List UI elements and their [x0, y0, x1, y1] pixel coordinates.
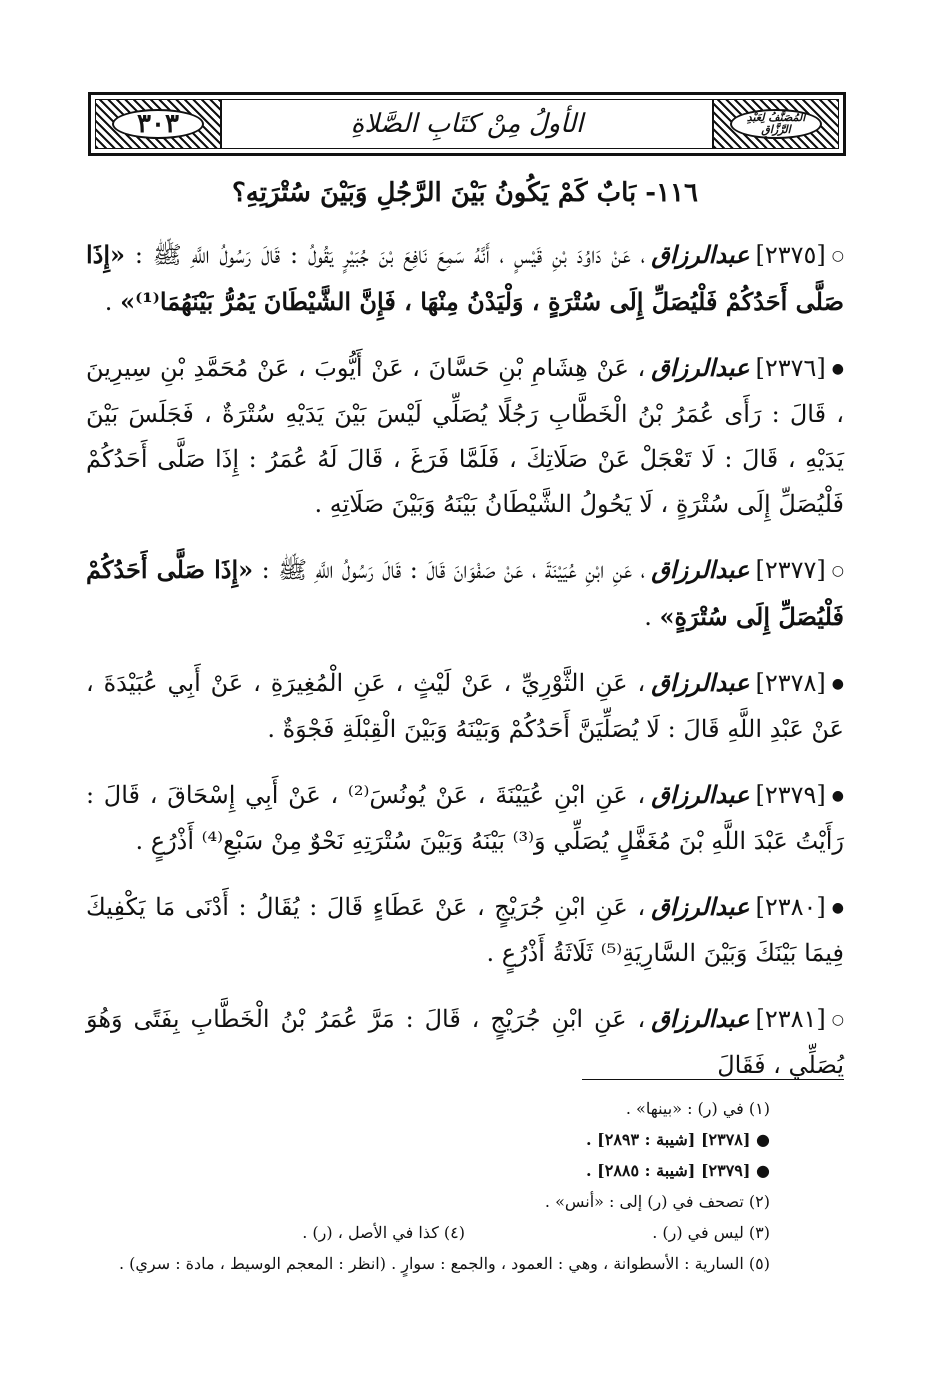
hadith-entry	[86, 660, 844, 752]
entry-isnad: ، عَنِ ابْنِ عُيَيْنَةَ ، عَنْ صَفْوَانَ قَالَ : قَالَ رَسُولُ اللَّهِ ﷺ :	[261, 556, 646, 584]
book-logo-ornament	[712, 100, 838, 148]
entry-number: [٢٣٧٨]	[755, 669, 826, 697]
footnote-4: (٤) كذا في الأصل ، (ر) .	[302, 1223, 465, 1242]
entry-mark: ●	[831, 900, 844, 916]
page-header	[88, 92, 846, 156]
footnote-1: (١) في (ر) : «بينها» .	[625, 1099, 770, 1118]
page-number: ٣٠٣	[112, 109, 204, 139]
author-name: عبدالرزاق	[651, 1004, 750, 1033]
entry-number: [٢٣٧٦]	[755, 354, 826, 382]
source-ref-2378: ● [٢٣٧٨] [شيبة : ٢٨٩٣] .	[586, 1130, 770, 1149]
entry-mark: ○	[831, 563, 845, 579]
entry-number: [٢٣٨٠]	[755, 893, 826, 921]
entry-isnad: ، عَنْ دَاوُدَ بْنِ قَيْسٍ ، أَنَّهُ سَمِعَ نَافِعَ بْنَ جُبَيْرٍ يَقُولُ : قَالَ رَسُولُ اللَّهِ ﷺ :	[134, 241, 646, 269]
hadith-list	[86, 232, 844, 1108]
entry-mark: ●	[831, 788, 844, 804]
entry-isnad: ، عَنِ ابْنِ جُرَيْجٍ ، قَالَ : مَرَّ عُمَرُ بْنُ الْخَطَّابِ بِفَتًى وَهُوَ يُصَلِّي ، فَقَالَ	[86, 1005, 844, 1079]
author-name: عبدالرزاق	[651, 668, 750, 697]
author-name: عبدالرزاق	[651, 353, 750, 382]
source-ref-2379: ● [٢٣٧٩] [شيبة : ٢٨٨٥] .	[586, 1161, 770, 1180]
hadith-entry	[86, 996, 844, 1088]
entry-number: [٢٣٧٩]	[755, 781, 826, 809]
entry-number: [٢٣٧٧]	[755, 556, 826, 584]
hadith-entry	[86, 345, 844, 527]
author-name: عبدالرزاق	[651, 555, 750, 584]
entry-number: [٢٣٧٥]	[755, 241, 826, 269]
header-frame	[95, 99, 839, 149]
entry-isnad: ، عَنِ ابْنِ عُيَيْنَةَ ، عَنْ يُونُسَ⁽²⁾ ، عَنْ أَبِي إِسْحَاقَ ، قَالَ : رَأَيْتُ عَبْدَ اللَّهِ بْنَ مُغَفَّلٍ يُصَلِّي وَ⁽³⁾ بَيْنَهُ وَبَيْنَ سُتْرَتِهِ نَحْوٌ مِنْ سَبْعِ⁽⁴⁾ أَذْرُعٍ .	[86, 781, 844, 855]
author-name: عبدالرزاق	[651, 240, 750, 269]
author-name: عبدالرزاق	[651, 780, 750, 809]
entry-mark: ○	[831, 1012, 844, 1028]
entry-isnad: ، عَنِ الثَّوْرِيِّ ، عَنْ لَيْثٍ ، عَنِ الْمُغِيرَةِ ، عَنْ أَبِي عُبَيْدَةَ ، عَنْ عَبْدِ اللَّهِ قَالَ : لَا يُصَلِّيَنَّ أَحَدُكُمْ وَبَيْنَهُ وَبَيْنَ الْقِبْلَةِ فَجْوَةٌ .	[86, 669, 844, 743]
footnote-3: (٣) ليس في (ر) .	[652, 1223, 770, 1242]
hadith-entry	[86, 232, 844, 325]
footnote-2: (٢) تصحف في (ر) إلى : «أنس» .	[544, 1192, 770, 1211]
entry-number: [٢٣٨١]	[755, 1005, 826, 1033]
entry-matn: «إِذَا صَلَّى أَحَدُكُمْ فَلْيُصَلِّ إِلَى سُتْرَةٍ ، وَلْيَدْنُ مِنْهَا ، فَإِنَّ الشَّيْطَانَ يَمُرُّ بَيْنَهُمَا⁽¹⁾»	[86, 240, 844, 316]
entry-mark: ●	[831, 361, 844, 377]
hadith-entry	[86, 772, 844, 864]
hadith-entry	[86, 884, 844, 976]
running-title: الأولُ مِنْ كتَابِ الصَّلاةِ	[350, 109, 584, 139]
footnote-5: (٥) السارية : الأسطوانة ، وهي : العمود ، والجمع : سوارٍ . (انظر : المعجم الوسيط ، مادة : سري) .	[118, 1254, 770, 1273]
entry-tail: .	[104, 288, 121, 316]
page-number-ornament	[96, 100, 222, 148]
entry-isnad: ، عَنْ هِشَامِ بْنِ حَسَّانَ ، عَنْ أَيُّوبَ ، عَنْ مُحَمَّدِ بْنِ سِيرِينَ ، قَالَ : رَأَى عُمَرُ بْنُ الْخَطَّابِ رَجُلًا يُصَلِّي لَيْسَ بَيْنَ يَدَيْهِ سُتْرَةٌ ، فَجَلَسَ بَيْنَ يَدَيْهِ ، قَالَ : لَا تَعْجَلْ عَنْ صَلَاتِكَ ، فَلَمَّا فَرَغَ ، قَالَ لَهُ عُمَرُ : إِذَا صَلَّى أَحَدُكُمْ فَلْيُصَلِّ إِلَى سُتْرَةٍ ، لَا يَحُولُ الشَّيْطَانُ بَيْنَهُ وَبَيْنَ صَلَاتِهِ .	[86, 354, 844, 518]
entry-matn: «إِذَا صَلَّى أَحَدُكُمْ فَلْيُصَلِّ إِلَى سُتْرَةٍ»	[86, 555, 844, 631]
footnote-divider	[582, 1079, 844, 1080]
calligraphic-seal-icon: المُصَنَّفُ لِعَبْدِ الرَّزَّاقِ	[730, 109, 822, 139]
entry-isnad: ، عَنِ ابْنِ جُرَيْجٍ ، عَنْ عَطَاءٍ قَالَ : يُقَالُ : أَدْنَى مَا يَكْفِيكَ فِيمَا بَيْنَكَ وَبَيْنَ السَّارِيَةِ⁽⁵⁾ ثَلَاثَةُ أَذْرُعٍ .	[86, 893, 844, 967]
entry-tail: .	[644, 603, 660, 631]
author-name: عبدالرزاق	[651, 892, 750, 921]
entry-mark: ●	[831, 676, 845, 692]
footnote-row	[160, 1217, 770, 1248]
entry-mark: ○	[831, 248, 844, 264]
footnotes	[118, 1093, 770, 1279]
chapter-title: ١١٦- بَابٌ كَمْ يَكُونُ بَيْنَ الرَّجُلِ وَبَيْنَ سُتْرَتِهِ؟	[231, 178, 698, 208]
hadith-entry	[86, 547, 844, 640]
